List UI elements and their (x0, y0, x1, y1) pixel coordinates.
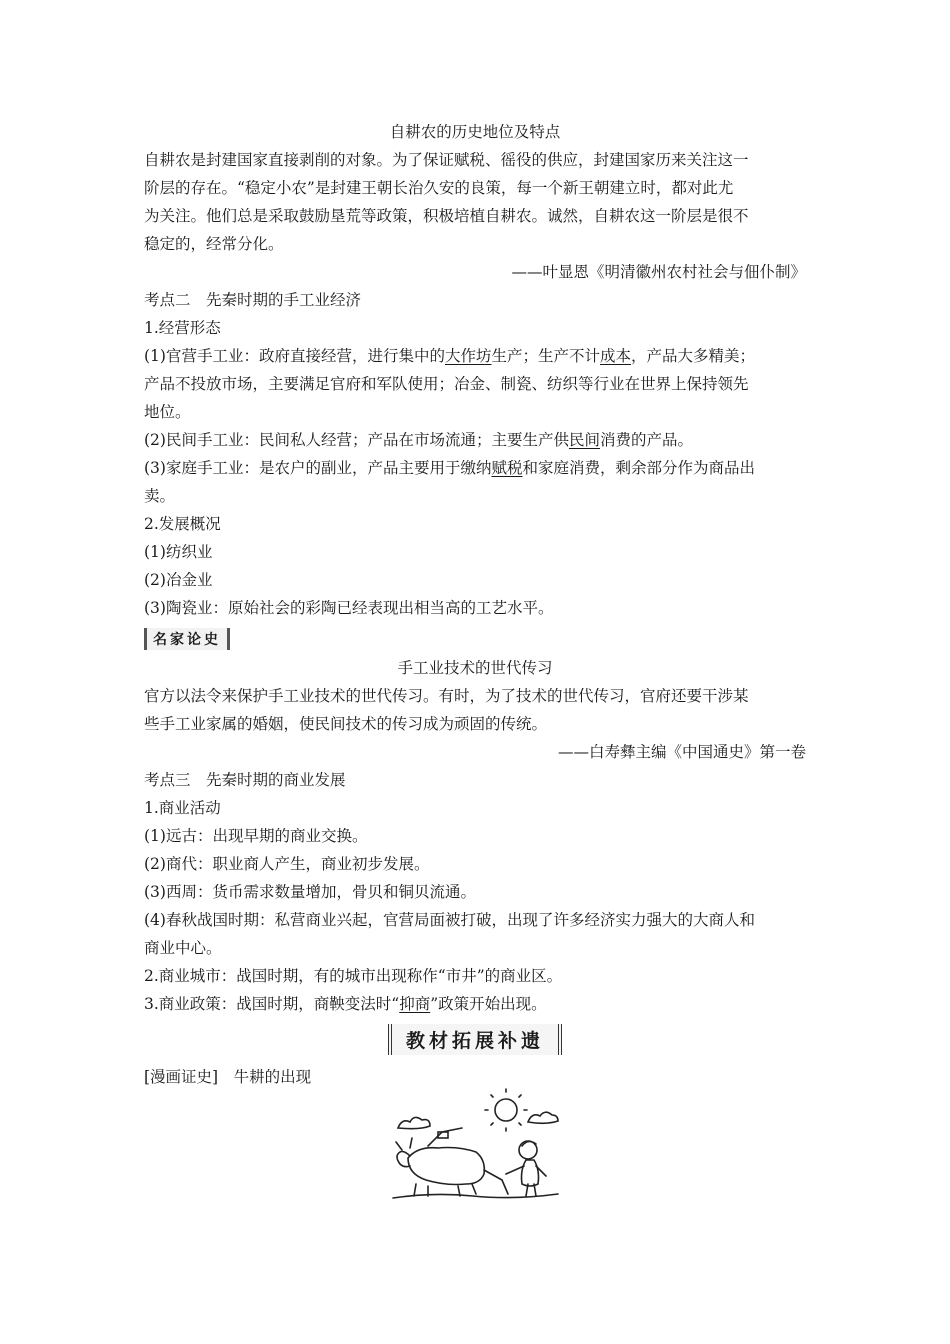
section-title: 自耕农的历史地位及特点 (389, 123, 561, 141)
paragraph-line: 些手工业家属的婚姻，使民间技术的传习成为顽固的传统。 (144, 715, 548, 733)
subheading: 2.发展概况 (144, 515, 221, 533)
answer-underline: 赋税 (491, 459, 523, 477)
section-title: 手工业技术的世代传习 (397, 659, 553, 677)
answer-underline: 大作坊 (444, 347, 492, 365)
kaodian-heading: 考点二 先秦时期的手工业经济 (144, 291, 362, 309)
list-item-continued: 产品不投放市场，主要满足官府和军队使用；冶金、制瓷、纺织等行业在世界上保持领先 (144, 375, 749, 393)
list-item: (2)民间手工业：民间私人经营；产品在市场流通；主要生产供民间消费的产品。 (144, 431, 693, 449)
list-item: (2)商代：职业商人产生，商业初步发展。 (144, 855, 430, 873)
mingjia-label-row (144, 622, 806, 654)
subheading: 1.商业活动 (144, 799, 221, 817)
list-item: (1)纺织业 (144, 543, 213, 561)
list-item: (2)冶金业 (144, 571, 213, 589)
paragraph-line: 自耕农是封建国家直接剥削的对象。为了保证赋税、徭役的供应，封建国家历来关注这一 (144, 151, 749, 169)
list-item: (4)春秋战国时期：私营商业兴起，官营局面被打破，出现了许多经济实力强大的大商人和 (144, 911, 755, 929)
paragraph-line: 为关注。他们总是采取鼓励垦荒等政策，积极培植自耕农。诚然，自耕农这一阶层是很不 (144, 207, 749, 225)
list-item: (1)官营手工业：政府直接经营，进行集中的大作坊生产；生产不计成本，产品大多精美； (144, 347, 756, 365)
document-page (144, 118, 806, 1091)
paragraph-line: 稳定的，经常分化。 (144, 235, 284, 253)
answer-underline: 民间 (568, 431, 600, 449)
manhua-caption: [漫画证史] 牛耕的出现 (144, 1068, 312, 1086)
list-item: (3)家庭手工业：是农户的副业，产品主要用于缴纳赋税和家庭消费，剩余部分作为商品出 (144, 459, 755, 477)
paragraph-line: 官方以法令来保护手工业技术的世代传习。有时，为了技术的世代传习，官府还要干涉某 (144, 687, 749, 705)
answer-underline: 抑商 (399, 995, 431, 1013)
list-item: 2.商业城市：战国时期，有的城市出现称作“市井”的商业区。 (144, 967, 563, 985)
list-item: (3)陶瓷业：原始社会的彩陶已经表现出相当高的工艺水平。 (144, 599, 554, 617)
list-item: (3)西周：货币需求数量增加，骨贝和铜贝流通。 (144, 883, 476, 901)
citation-source: ——白寿彝主编《中国通史》第一卷 (557, 743, 806, 761)
paragraph-line: 阶层的存在。“稳定小农”是封建王朝长治久安的良策，每一个新王朝建立时，都对此尤 (144, 179, 734, 197)
mingjia-label: 名家论史 (144, 628, 230, 650)
kaodian-heading: 考点三 先秦时期的商业发展 (144, 771, 346, 789)
list-item: 3.商业政策：战国时期，商鞅变法时“抑商”政策开始出现。 (144, 995, 547, 1013)
banner-row (144, 1024, 806, 1055)
subheading: 1.经营形态 (144, 319, 221, 337)
answer-underline: 成本 (600, 347, 632, 365)
citation-source: ——叶显恩《明清徽州农村社会与佃仆制》 (511, 263, 806, 281)
list-item-continued: 商业中心。 (144, 939, 222, 957)
list-item-continued: 卖。 (144, 487, 176, 505)
list-item: (1)远古：出现早期的商业交换。 (144, 827, 368, 845)
section-banner: 教材拓展补遗 (388, 1024, 562, 1055)
list-item-continued: 地位。 (144, 403, 191, 421)
ox-plowing-illustration (388, 1088, 563, 1206)
